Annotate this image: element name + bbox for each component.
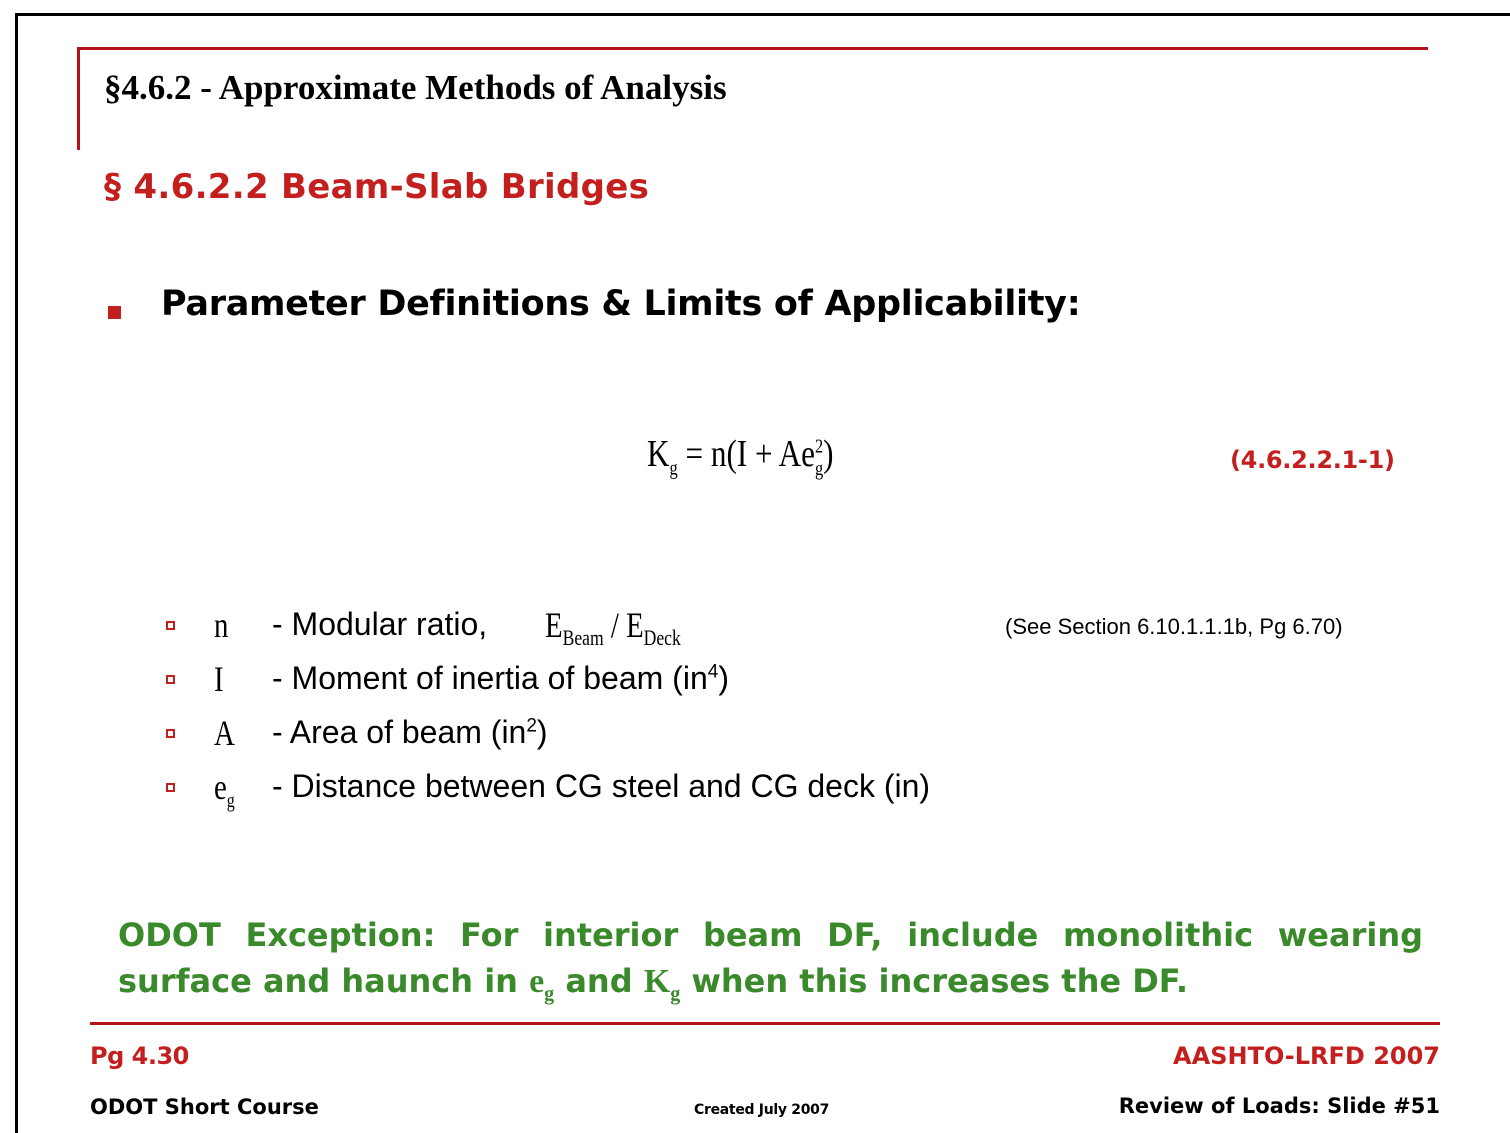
exception-part2: and xyxy=(554,962,644,1000)
formula-eq: = n(I + Ae xyxy=(677,433,815,475)
exception-sym2: K xyxy=(643,963,671,1000)
footer-code-reference: AASHTO-LRFD 2007 xyxy=(1173,1042,1440,1070)
slide-title: §4.6.2 - Approximate Methods of Analysis xyxy=(104,68,727,107)
definition-symbol: A xyxy=(214,713,235,753)
definition-symbol-sub: g xyxy=(226,790,235,813)
section-subtitle: § 4.6.2.2 Beam-Slab Bridges xyxy=(104,167,650,207)
modular-ratio-expression xyxy=(545,604,681,651)
odot-exception-note xyxy=(118,912,1423,1017)
definition-text xyxy=(272,714,548,751)
formula-lhs: K xyxy=(647,433,670,475)
formula-e-sup: 2 xyxy=(814,435,824,458)
definition-symbol: I xyxy=(214,659,224,699)
definition-sup: 2 xyxy=(526,715,537,737)
definition-text xyxy=(272,660,729,697)
bullet-square-icon xyxy=(108,306,121,319)
expr-deck-sub: Deck xyxy=(643,625,681,651)
formula-lhs-sub: g xyxy=(669,457,678,480)
footer-rule xyxy=(90,1022,1440,1025)
definition-symbol xyxy=(214,766,235,813)
exception-sym1: e xyxy=(529,963,545,1000)
bullet-heading: Parameter Definitions & Limits of Applicability: xyxy=(161,284,1081,324)
exception-sym1-sub: g xyxy=(544,982,555,1005)
definition-text-main: - Moment of inertia of beam (in xyxy=(272,660,708,696)
title-rule-left xyxy=(77,47,80,150)
hollow-square-bullet-icon xyxy=(166,675,175,684)
exception-part1: ODOT Exception: For interior beam DF, include monolithic wearing surface and haunch in xyxy=(118,916,1423,1000)
footer-slide-number: Review of Loads: Slide #51 xyxy=(1118,1094,1440,1118)
slide-frame-top xyxy=(15,13,1510,16)
definition-row-a xyxy=(0,712,1510,752)
footer-created-date: Created July 2007 xyxy=(694,1102,830,1118)
expr-e-beam: E xyxy=(545,605,563,645)
expr-beam-sub: Beam xyxy=(562,625,604,651)
definition-sup: 4 xyxy=(707,661,719,683)
section-reference-note: (See Section 6.10.1.1.1b, Pg 6.70) xyxy=(1005,614,1343,639)
definition-text: - Modular ratio, xyxy=(272,606,488,642)
formula-e-sub: g xyxy=(814,457,824,480)
equation-number: (4.6.2.2.1-1) xyxy=(1230,446,1395,474)
exception-symbol-kg xyxy=(643,963,681,1005)
definition-text-main: - Area of beam (in xyxy=(272,714,527,750)
footer-course-name: ODOT Short Course xyxy=(90,1095,319,1119)
definition-row-eg xyxy=(0,766,1510,813)
definition-text-after: ) xyxy=(718,660,729,696)
definition-text-after: ) xyxy=(536,714,548,750)
hollow-square-bullet-icon xyxy=(166,783,175,792)
exception-symbol-eg xyxy=(529,963,555,1005)
exception-sym2-sub: g xyxy=(670,982,681,1005)
definition-symbol: n xyxy=(214,605,229,645)
title-rule-top xyxy=(77,47,1428,50)
formula-close: ) xyxy=(823,433,834,475)
definition-row-i xyxy=(0,658,1510,698)
formula-kg xyxy=(647,432,834,481)
hollow-square-bullet-icon xyxy=(166,729,175,738)
definition-symbol-main: e xyxy=(214,767,227,807)
slide-frame-left xyxy=(15,13,18,1133)
expr-div-e: / E xyxy=(603,605,644,645)
definition-text: - Distance between CG steel and CG deck (in) xyxy=(272,768,931,804)
hollow-square-bullet-icon xyxy=(166,621,175,630)
footer-page-reference: Pg 4.30 xyxy=(90,1042,189,1070)
exception-part3: when this increases the DF. xyxy=(680,962,1189,1000)
